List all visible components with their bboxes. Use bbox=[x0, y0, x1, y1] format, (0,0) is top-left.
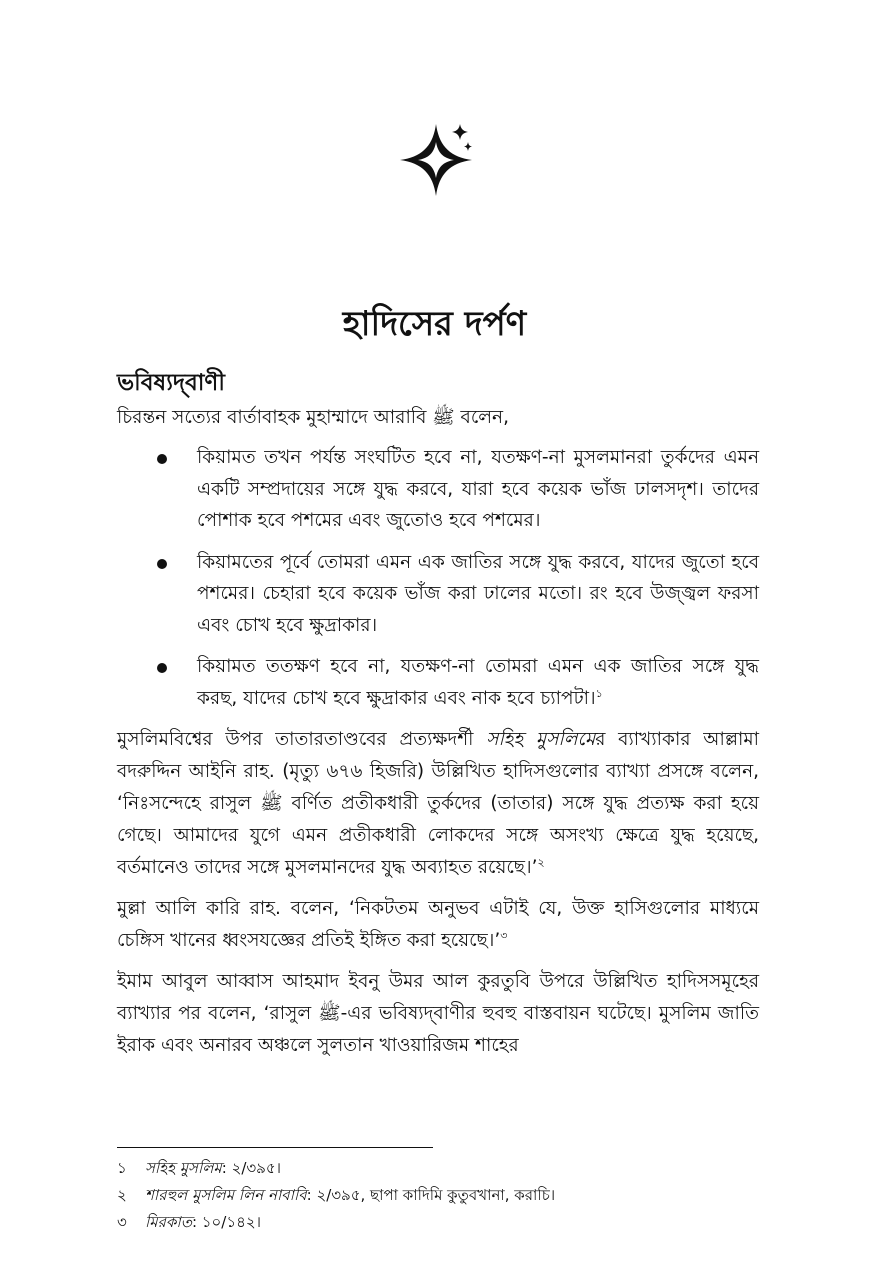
section-heading: ভবিষ্যদ্‌বাণী bbox=[117, 370, 225, 396]
footnote bbox=[117, 1182, 759, 1209]
footnote-detail: : ২/৩৯৫, ছাপা কাদিমি কুতুবখানা, করাচি। bbox=[306, 1186, 556, 1204]
footnote-divider bbox=[117, 1147, 433, 1148]
paragraph-ainy bbox=[117, 724, 759, 884]
book-title: সহিহ মুসলিমে bbox=[486, 729, 596, 750]
list-item-text: কিয়ামত ততক্ষণ হবে না, যতক্ষণ-না তোমরা এমন এক জাতির সঙ্গে যুদ্ধ করছ, যাদের চোখ হবে ক্ষুদ্রাকার এবং নাক হবে চ্যাপটা। bbox=[197, 656, 759, 709]
main-content bbox=[117, 366, 759, 1071]
footnote-number: ১ bbox=[117, 1159, 127, 1177]
list-item bbox=[117, 547, 759, 642]
footnote-number: ২ bbox=[117, 1186, 127, 1204]
footnote bbox=[117, 1155, 759, 1182]
paragraph-text: মুসলিমবিশ্বের উপর তাতারতাণ্ডবের প্রত্যক্ষদর্শী bbox=[117, 729, 487, 750]
hadith-list bbox=[117, 442, 759, 714]
footnote-detail: : ২/৩৯৫। bbox=[221, 1159, 281, 1177]
list-item-text: কিয়ামত তখন পর্যন্ত সংঘটিত হবে না, যতক্ষণ-না মুসলমানরা তুর্কদের এমন একটি সম্প্রদায়ের সঙ্গে যুদ্ধ করবে, যারা হবে কয়েক ভাঁজ ঢালসদৃশ। তাদের পোশাক হবে পশমের এবং জুতোও হবে পশমের। bbox=[197, 447, 759, 531]
footnote bbox=[117, 1209, 759, 1236]
bullet-icon bbox=[157, 559, 167, 569]
bullet-icon bbox=[157, 454, 167, 464]
footnote-source: সহিহ মুসলিম bbox=[145, 1159, 222, 1177]
bullet-icon bbox=[157, 663, 167, 673]
paragraph-text: ইমাম আবুল আব্বাস আহমাদ ইবনু উমর আল কুরতুবি উপরে উল্লিখিত হাদিসসমূহের ব্যাখ্যার পর বলেন, ‘রাসুল ﷺ-এর ভবিষ্যদ্‌বাণীর হুবহু বাস্তবায়ন ঘটেছে। মুসলিম জাতি ইরাক এবং অনারব অঞ্চলে সুলতান খাওয়ারিজম শাহের bbox=[117, 971, 760, 1056]
paragraph-text: র ব্যাখ্যাকার আল্লামা বদরুদ্দিন আইনি রাহ. (মৃত্যু ৬৭৬ হিজরি) উল্লিখিত হাদিসগুলোর ব্যাখ্যা প্রসঙ্গে বলেন, ‘নিঃসন্দেহে রাসুল ﷺ বর্ণিত প্রতীকধারী তুর্কদের (তাতার) সঙ্গে যুদ্ধ প্রত্যক্ষ করা হয়ে গেছে। আমাদের যুগে এমন প্রতীকধারী লোকদের সঙ্গে অসংখ্য ক্ষেত্রে যুদ্ধ হয়েছে, বর্তমানেও তাদের সঙ্গে মুসলমানদের যুদ্ধ অব্যাহত রয়েছে।’ bbox=[117, 729, 760, 878]
footnotes bbox=[117, 1155, 759, 1236]
four-point-star-icon bbox=[394, 118, 478, 202]
paragraph-mulla-ali-qari bbox=[117, 893, 759, 957]
intro-paragraph: চিরন্তন সত্যের বার্তাবাহক মুহাম্মাদে আরাবি ﷺ বলেন, bbox=[117, 407, 509, 428]
footnote-source: মিরকাত bbox=[145, 1213, 192, 1231]
footnote-ref: ৩ bbox=[500, 928, 508, 942]
footnote-detail: : ১০/১৪২। bbox=[191, 1213, 261, 1231]
list-item bbox=[117, 442, 759, 537]
footnote-ref: ২ bbox=[537, 855, 545, 869]
footnote-source: শারহুল মুসলিম লিন নাবাবি bbox=[145, 1186, 307, 1204]
footnote-ref: ১ bbox=[595, 686, 603, 700]
chapter-title: হাদিসের দর্পণ bbox=[342, 303, 527, 344]
footnote-number: ৩ bbox=[117, 1213, 127, 1231]
list-item-text: কিয়ামতের পূর্বে তোমরা এমন এক জাতির সঙ্গে যুদ্ধ করবে, যাদের জুতো হবে পশমের। চেহারা হবে কয়েক ভাঁজ করা ঢালের মতো। রং হবে উজ্জ্বল ফরসা এবং চোখ হবে ক্ষুদ্রাকার। bbox=[197, 551, 759, 636]
paragraph-text: মুল্লা আলি কারি রাহ. বলেন, ‘নিকটতম অনুভব এটাই যে, উক্ত হাসিগুলোর মাধ্যমে চেঙ্গিস খানের ধ্বংসযজ্ঞের প্রতিই ইঙ্গিত করা হয়েছে।’ bbox=[117, 898, 759, 951]
list-item bbox=[117, 651, 759, 714]
paragraph-qurtubi bbox=[117, 966, 759, 1062]
